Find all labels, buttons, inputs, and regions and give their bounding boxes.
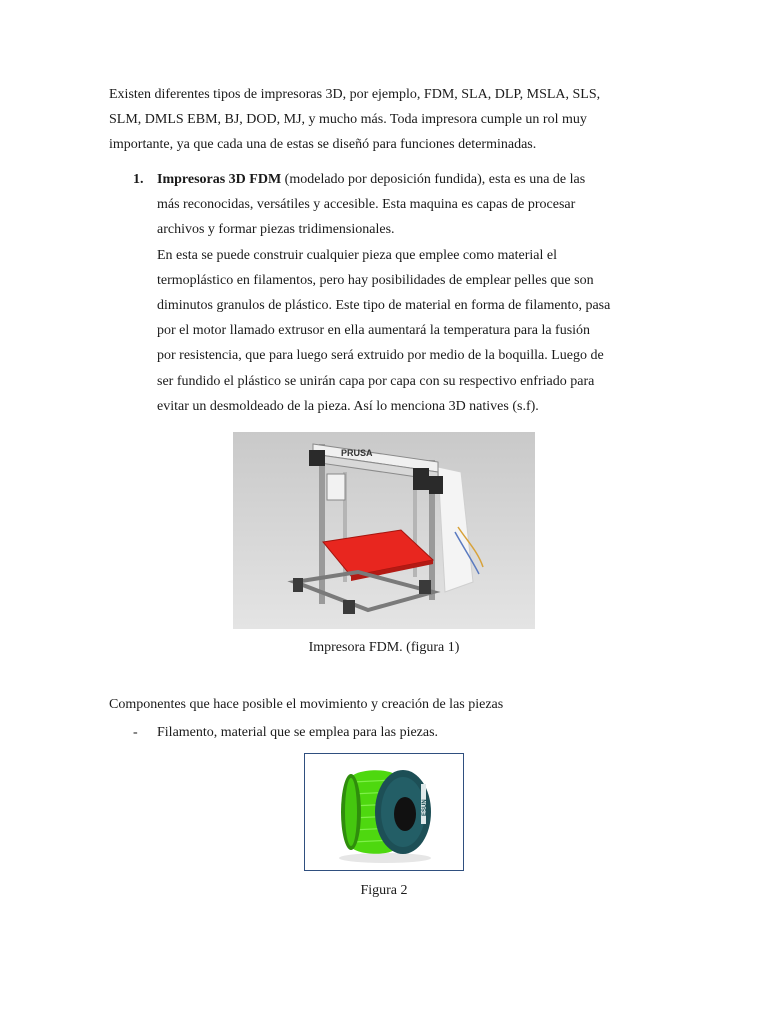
list-item-line: ser fundido el plástico se unirán capa por capa con su respectivo enfriado para (157, 373, 595, 389)
list-item-title: Impresoras 3D FDM (157, 172, 282, 187)
components-heading-text: Componentes que hace posible el movimiento y creación de las piezas (109, 697, 504, 712)
intro-line: SLM, DMLS EBM, BJ, DOD, MJ, y mucho más. Toda impresora cumple un rol muy (109, 112, 587, 128)
bullet-item-text: Filamento, material que se emplea para las piezas. (157, 725, 439, 740)
list-item-line: diminutos granulos de plástico. Este tipo de material en forma de filamento, pasa (157, 298, 611, 314)
intro-line: Existen diferentes tipos de impresoras 3D, por ejemplo, FDM, SLA, DLP, MSLA, SLS, (109, 87, 601, 102)
figure-fdm-printer (233, 432, 535, 629)
intro-paragraph (109, 82, 669, 158)
list-number: 1. (133, 172, 144, 187)
list-item-line: evitar un desmoldeado de la pieza. Así lo menciona 3D natives (s.f). (157, 398, 539, 414)
spool-brand-label: ESUN (422, 799, 428, 816)
intro-line: importante, ya que cada una de estas se diseñó para funciones determinadas. (109, 137, 537, 153)
bullet-marker: - (133, 725, 138, 740)
list-item-line: archivos y formar piezas tridimensionales. (157, 222, 395, 238)
list-item-line: En esta se puede construir cualquier pieza que emplee como material el (157, 247, 557, 263)
list-item-line: por el motor llamado extrusor en ella aumentará la temperatura para la fusión (157, 323, 591, 339)
list-item-line: por resistencia, que para luego será extruido por medio de la boquilla. Luego de (157, 348, 604, 364)
fdm-printer-image (233, 432, 535, 629)
list-item-first-line (157, 167, 672, 192)
list-item-line: más reconocidas, versátiles y accesible. Esta maquina es capas de procesar (157, 197, 576, 213)
bullet-item-filament (157, 720, 672, 745)
printer-brand-label: PRUSA (341, 448, 373, 458)
list-item-line: termoplástico en filamentos, pero hay posibilidades de emplear pelles que son (157, 272, 594, 288)
figure-2-caption: Figura 2 (360, 883, 408, 898)
components-heading (109, 692, 669, 717)
filament-spool-image (305, 754, 463, 870)
figure-1-caption: Impresora FDM. (figura 1) (308, 640, 460, 655)
figure-filament-spool (304, 753, 464, 871)
list-item-fdm (157, 167, 672, 419)
list-item-text: (modelado por deposición fundida), esta es una de las (281, 172, 586, 187)
